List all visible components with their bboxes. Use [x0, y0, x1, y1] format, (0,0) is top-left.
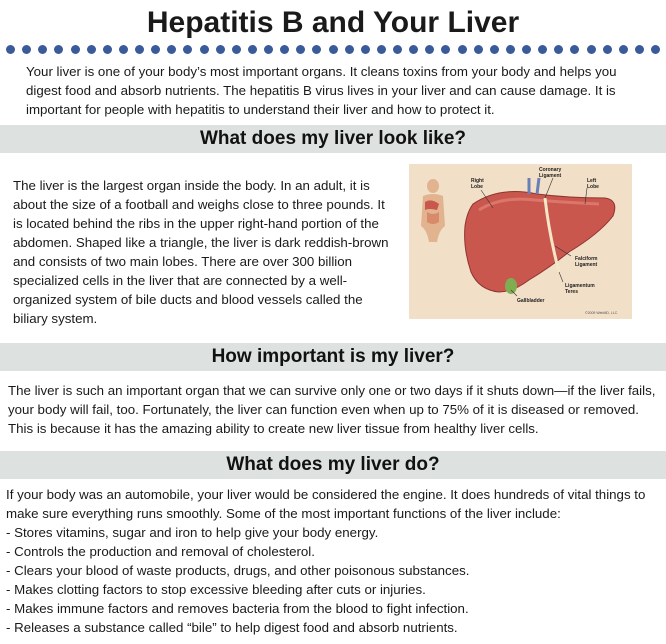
divider-dot — [167, 45, 176, 54]
do-paragraph: If your body was an automobile, your liver would be considered the engine. It does hundreds of vital things to make sure everything runs smoothly. Some of the most important functions of the liver include: — [6, 487, 646, 521]
list-item: - Makes immune factors and removes bacteria from the blood to fight infection. — [6, 601, 469, 616]
divider-dot — [135, 45, 144, 54]
section-heading-important: How important is my liver? — [0, 343, 666, 371]
divider-dot — [474, 45, 483, 54]
divider-dot — [651, 45, 660, 54]
divider-dot — [458, 45, 467, 54]
divider-dot — [38, 45, 47, 54]
divider-dot — [409, 45, 418, 54]
divider-dot — [87, 45, 96, 54]
divider-dot — [183, 45, 192, 54]
divider-dot — [329, 45, 338, 54]
divider-dot — [103, 45, 112, 54]
divider-dot — [151, 45, 160, 54]
divider-dot — [361, 45, 370, 54]
intro-paragraph: Your liver is one of your body’s most important organs. It cleans toxins from your body and helps you digest food and absorb nutrients. The hepatitis B virus lives in your liver and can cause damage. It is important for people with hepatitis to understand their liver and how to protect it. — [26, 64, 617, 117]
section-heading-do: What does my liver do? — [0, 451, 666, 479]
divider-dot — [248, 45, 257, 54]
list-item: - Releases a substance called “bile” to help digest food and absorb nutrients. — [6, 620, 458, 635]
label-falciform-ligament: Falciform — [575, 256, 598, 262]
divider-dot — [587, 45, 596, 54]
body-silhouette-icon — [421, 179, 445, 242]
divider-dot — [22, 45, 31, 54]
divider-dot — [490, 45, 499, 54]
svg-text:Ligament: Ligament — [575, 262, 598, 268]
divider-dot — [635, 45, 644, 54]
divider-dot — [603, 45, 612, 54]
divider-dot — [506, 45, 515, 54]
divider-dot — [6, 45, 15, 54]
divider-dot — [71, 45, 80, 54]
gallbladder-icon — [505, 278, 517, 294]
svg-text:Lobe: Lobe — [471, 184, 483, 190]
image-copyright: ©2009 WebMD, LLC — [585, 311, 618, 315]
divider-dot — [441, 45, 450, 54]
divider-dot — [280, 45, 289, 54]
label-left-lobe: Left — [587, 178, 597, 184]
divider-dot — [312, 45, 321, 54]
list-item: - Controls the production and removal of cholesterol. — [6, 544, 315, 559]
divider-dot — [232, 45, 241, 54]
label-coronary-ligament: Coronary — [539, 167, 562, 173]
divider-dot — [296, 45, 305, 54]
label-ligamentum-teres: Ligamentum — [565, 283, 595, 289]
divider-dot — [538, 45, 547, 54]
page-title: Hepatitis B and Your Liver — [146, 6, 520, 39]
divider-dot — [554, 45, 563, 54]
label-right-lobe: Right — [471, 178, 484, 184]
svg-text:Teres: Teres — [565, 289, 578, 295]
svg-text:Lobe: Lobe — [587, 184, 599, 190]
divider-dot — [393, 45, 402, 54]
look-paragraph: The liver is the largest organ inside the body. In an adult, it is about the size of a football and weighs close to three pounds. It is located behind the ribs in the upper right-hand portion of the abdomen. Shaped like a triangle, the liver is dark reddish-brown and consists of two main lobes. There are over 300 billion specialized cells in the liver that are connected by a well-organized system of bile ducts and blood vessels called the biliary system. — [13, 178, 389, 326]
divider-dot — [264, 45, 273, 54]
divider-dot — [54, 45, 63, 54]
svg-text:Ligament: Ligament — [539, 173, 562, 179]
divider-dot — [216, 45, 225, 54]
list-item: - Clears your blood of waste products, drugs, and other poisonous substances. — [6, 563, 470, 578]
section-heading-look: What does my liver look like? — [0, 125, 666, 153]
list-item: - Makes clotting factors to stop excessive bleeding after cuts or injuries. — [6, 582, 426, 597]
liver-functions-list — [6, 523, 661, 637]
important-paragraph: The liver is such an important organ that we can survive only one or two days if it shuts down—if the liver fails, your body will fail, too. Fortunately, the liver can function even when up to 75% of it is diseased or removed. This is because it has the amazing ability to create new liver tissue from healthy liver cells. — [8, 383, 656, 436]
divider-dot — [522, 45, 531, 54]
divider-dot — [200, 45, 209, 54]
liver-illustration — [409, 164, 632, 319]
dot-divider — [6, 42, 660, 56]
divider-dot — [377, 45, 386, 54]
label-gallbladder: Gallbladder — [517, 298, 545, 304]
divider-dot — [570, 45, 579, 54]
divider-dot — [619, 45, 628, 54]
divider-dot — [345, 45, 354, 54]
divider-dot — [425, 45, 434, 54]
divider-dot — [119, 45, 128, 54]
list-item: - Stores vitamins, sugar and iron to help give your body energy. — [6, 525, 379, 540]
